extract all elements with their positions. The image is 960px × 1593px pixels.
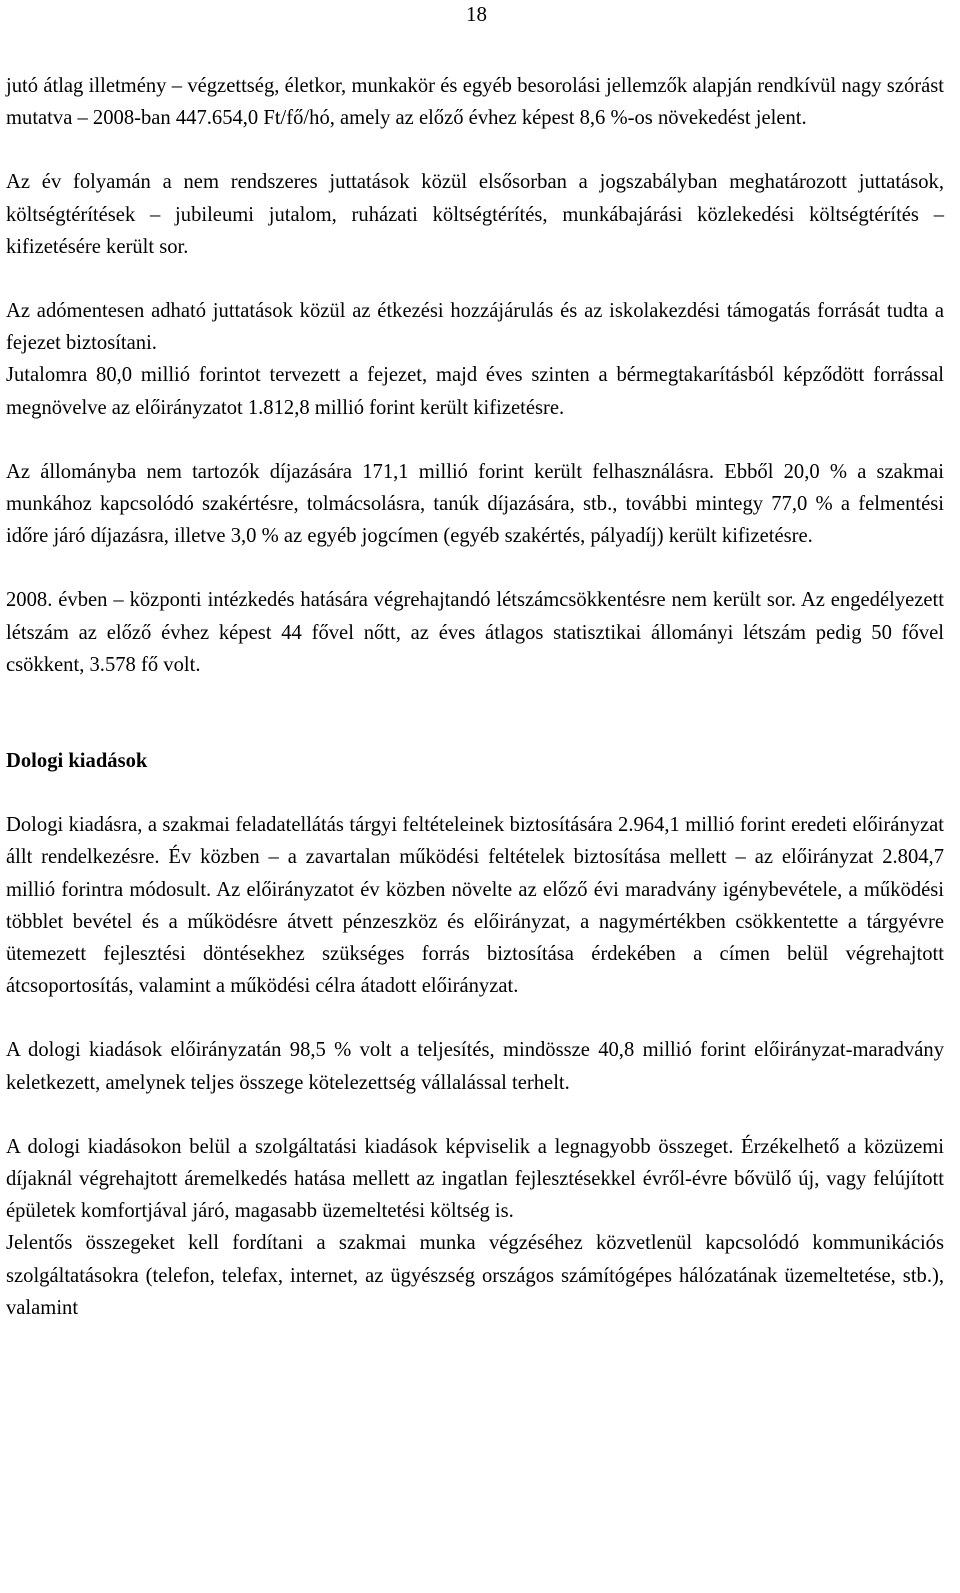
section-heading: Dologi kiadások bbox=[6, 750, 148, 773]
paragraph-communication: Jelentős összegeket kell fordítani a szakmai munka végzéséhez közvetlenül kapcsolódó kommunikációs szolgáltatásokra (telefon, telefax, internet, az ügyészség országos számítógépes hálózatának üzemeltetése, stb.), valamint bbox=[6, 1232, 944, 1319]
page-number: 18 bbox=[466, 2, 487, 26]
document-body bbox=[6, 70, 944, 1324]
paragraph-bonus: Jutalomra 80,0 millió forintot tervezett a fejezet, majd éves szinten a bérmegtakarításból képződött forrással megnövelve az előirányzatot 1.812,8 millió forint került kifizetésre. bbox=[6, 364, 944, 419]
paragraph-salary-average: jutó átlag illetmény – végzettség, életkor, munkakör és egyéb besorolási jellemzők alapján rendkívül nagy szórást mutatva – 2008-ban 447.654,0 Ft/fő/hó, amely az előző évhez képest 8,6 %-os növekedést jelent. bbox=[6, 75, 944, 130]
paragraph-services: A dologi kiadásokon belül a szolgáltatási kiadások képviselik a legnagyobb összeget. Érzékelhető a közüzemi díjaknál végrehajtott áremelkedés hatása mellett az ingatlan fejlesztésekkel évről-évre bővülő új, vagy felújított épületek komfortjával járó, magasabb üzemeltetési költség is. bbox=[6, 1135, 944, 1223]
paragraph-irregular-benefits: Az év folyamán a nem rendszeres juttatások közül elsősorban a jogszabályban meghatározott juttatások, költségtérítések – jubileumi jutalom, ruházati költségtérítés, munkábajárási közlekedési költségtérítés – kifizetésére került sor. bbox=[6, 171, 944, 258]
paragraph-headcount: 2008. évben – központi intézkedés hatására végrehajtandó létszámcsökkentésre nem került sor. Az engedélyezett létszám az előző évhez képest 44 fővel nőtt, az éves átlagos statisztikai állományi létszám pedig 50 fővel csökkent, 3.578 fő volt. bbox=[6, 589, 944, 676]
paragraph-tax-free-benefits: Az adómentesen adható juttatások közül az étkezési hozzájárulás és az iskolakezdési támogatás forrását tudta a fejezet biztosítani. bbox=[6, 300, 944, 355]
paragraph-material-expenses: Dologi kiadásra, a szakmai feladatellátás tárgyi feltételeinek biztosítására 2.964,1 millió forint eredeti előirányzat állt rendelkezésre. Év közben – a zavartalan működési feltételek biztosítása mellett – az előirányzat 2.804,7 millió forintra módosult. Az előirányzatot év közben növelte az előző évi maradvány igénybevétele, a működési többlet bevétel és a működésre átvett pénzeszköz és előirányzat, a nagymértékben csökkentette a tárgyévre ütemezett fejlesztési döntésekhez szükséges forrás biztosítása érdekében a címen belül végrehajtott átcsoportosítás, valamint a működési célra átadott előirányzat. bbox=[6, 814, 944, 998]
paragraph-fulfillment: A dologi kiadások előirányzatán 98,5 % volt a teljesítés, mindössze 40,8 millió forint előirányzat-maradvány keletkezett, amelynek teljes összege kötelezettség vállalással terhelt. bbox=[6, 1039, 944, 1094]
paragraph-external-staff: Az állományba nem tartozók díjazására 171,1 millió forint került felhasználásra. Ebből 20,0 % a szakmai munkához kapcsolódó szakértésre, tolmácsolásra, tanúk díjazására, stb., további mintegy 77,0 % a felmentési időre járó díjazásra, illetve 3,0 % az egyéb jogcímen (egyéb szakértés, pályadíj) került kifizetésre. bbox=[6, 460, 944, 548]
